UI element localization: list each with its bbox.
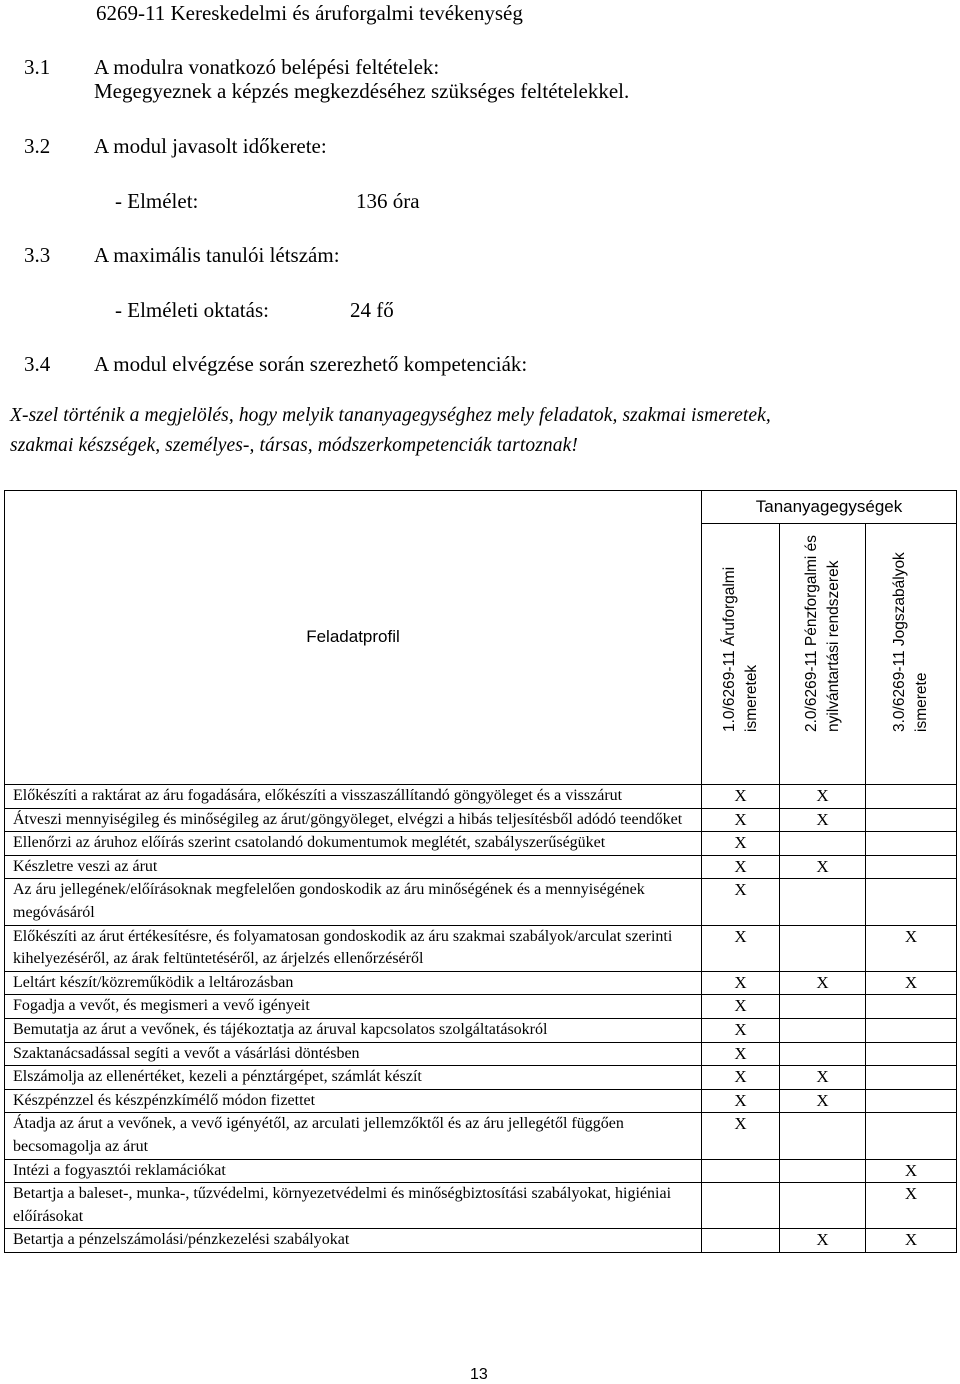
mark-cell-unit-2: [780, 971, 866, 995]
mark-cell-unit-3: [866, 1229, 957, 1253]
unit-header-1: [702, 524, 780, 785]
section-title: A modulra vonatkozó belépési feltételek:: [94, 55, 440, 79]
section-number: 3.4: [24, 352, 51, 376]
table-row: [5, 995, 957, 1019]
x-mark: X: [734, 1019, 747, 1039]
x-mark: X: [816, 972, 829, 992]
task-cell: Előkészíti a raktárat az áru fogadására, előkészíti a visszaszállítandó göngyöleget és a visszárut: [5, 785, 702, 809]
mark-cell-unit-3: [866, 1183, 957, 1229]
headcount-label: - Elméleti oktatás:: [115, 298, 269, 322]
mark-cell-unit-2: [780, 1042, 866, 1066]
task-cell: Elszámolja az ellenértéket, kezeli a pénztárgépet, számlát készít: [5, 1066, 702, 1090]
x-mark: X: [734, 926, 747, 946]
unit-header-line: 3.0/6269-11 Jogszabályok: [891, 552, 908, 732]
section-3-1: [24, 55, 924, 81]
task-cell: Betartja a pénzelszámolási/pénzkezelési szabályokat: [5, 1229, 702, 1253]
mark-cell-unit-3: [866, 971, 957, 995]
feladatprofil-header: Feladatprofil: [5, 491, 702, 785]
section-number: 3.3: [24, 243, 51, 267]
section-number: 3.1: [24, 55, 51, 79]
table-row: [5, 1113, 957, 1159]
x-mark: X: [734, 996, 747, 1016]
table-row: [5, 1183, 957, 1229]
mark-cell-unit-1: [702, 1089, 780, 1113]
mark-cell-unit-3: [866, 1113, 957, 1159]
intro-line-1: X-szel történik a megjelölés, hogy melyik tananyagegységhez mely feladatok, szakmai ismeretek,: [10, 405, 771, 426]
time-label: - Elmélet:: [115, 189, 199, 213]
task-cell: Ellenőrzi az áruhoz előírás szerint csatolandó dokumentumok meglétét, szabályszerűségüket: [5, 832, 702, 856]
table-row: [5, 1229, 957, 1253]
x-mark: X: [904, 1184, 918, 1204]
section-3-4: [24, 352, 924, 378]
mark-cell-unit-2: [780, 855, 866, 879]
table-row: [5, 879, 957, 925]
x-mark: X: [734, 1067, 747, 1087]
x-mark: X: [904, 926, 918, 946]
mark-cell-unit-1: [702, 1229, 780, 1253]
section-3-3: [24, 243, 924, 269]
x-mark: X: [734, 972, 747, 992]
mark-cell-unit-2: [780, 1229, 866, 1253]
unit-header-3: [866, 524, 957, 785]
intro-line-2: szakmai készségek, személyes-, társas, módszerkompetenciák tartoznak!: [10, 435, 578, 456]
mark-cell-unit-3: [866, 1018, 957, 1042]
table-row: [5, 925, 957, 971]
task-cell: Előkészíti az árut értékesítésre, és folyamatosan gondoskodik az áru szakmai szabályok/arculat szerinti kihelyezéséről, az árak feltüntetéséről, az árjelzés ellenőrzéséről: [5, 925, 702, 971]
mark-cell-unit-3: [866, 1066, 957, 1090]
table-row: [5, 832, 957, 856]
unit-header-line: 2.0/6269-11 Pénzforgalmi és: [802, 534, 820, 732]
task-cell: Leltárt készít/közreműködik a leltározásban: [5, 971, 702, 995]
task-cell: Átveszi mennyiségileg és minőségileg az árut/göngyöleget, elvégzi a hibás teljesítésből adódó teendőket: [5, 808, 702, 832]
section-title: A modul elvégzése során szerezhető kompetenciák:: [94, 352, 528, 376]
mark-cell-unit-3: [866, 808, 957, 832]
section-3-2: [24, 134, 924, 160]
mark-cell-unit-1: [702, 785, 780, 809]
mark-cell-unit-3: [866, 879, 957, 925]
x-mark: X: [904, 1160, 918, 1180]
task-cell: Átadja az árut a vevőnek, a vevő igényétől, az arculati jellemzőktől és az áru jellegétől függően becsomagolja az árut: [5, 1113, 702, 1159]
mark-cell-unit-3: [866, 1159, 957, 1183]
mark-cell-unit-1: [702, 925, 780, 971]
x-mark: X: [734, 1090, 747, 1110]
headcount-value: 24 fő: [350, 298, 394, 322]
section-title: A maximális tanulói létszám:: [94, 243, 340, 267]
mark-cell-unit-3: [866, 1042, 957, 1066]
mark-cell-unit-3: [866, 855, 957, 879]
mark-cell-unit-2: [780, 1159, 866, 1183]
table-row: [5, 808, 957, 832]
x-mark: X: [904, 972, 918, 992]
x-mark: X: [816, 809, 829, 829]
x-mark: X: [734, 1114, 747, 1134]
table-row: [5, 785, 957, 809]
mark-cell-unit-1: [702, 1159, 780, 1183]
task-cell: Az áru jellegének/előírásoknak megfelelően gondoskodik az áru minőségének és a mennyiségének megóvásáról: [5, 879, 702, 925]
mark-cell-unit-2: [780, 925, 866, 971]
mark-cell-unit-3: [866, 1089, 957, 1113]
task-cell: Készpénzzel és készpénzkímélő módon fizettet: [5, 1089, 702, 1113]
mark-cell-unit-3: [866, 925, 957, 971]
x-mark: X: [816, 1090, 829, 1110]
x-mark: X: [734, 1043, 747, 1063]
task-cell: Intézi a fogyasztói reklamációkat: [5, 1159, 702, 1183]
x-mark: X: [734, 833, 747, 853]
x-mark: X: [816, 1230, 829, 1250]
table-row: [5, 1066, 957, 1090]
mark-cell-unit-2: [780, 1183, 866, 1229]
table-row: [5, 1159, 957, 1183]
task-cell: Fogadja a vevőt, és megismeri a vevő igényeit: [5, 995, 702, 1019]
mark-cell-unit-2: [780, 832, 866, 856]
task-cell: Szaktanácsadással segíti a vevőt a vásárlási döntésben: [5, 1042, 702, 1066]
mark-cell-unit-2: [780, 1066, 866, 1090]
mark-cell-unit-2: [780, 808, 866, 832]
mark-cell-unit-1: [702, 832, 780, 856]
mark-cell-unit-1: [702, 1042, 780, 1066]
mark-cell-unit-1: [702, 995, 780, 1019]
x-mark: X: [734, 880, 747, 900]
mark-cell-unit-3: [866, 832, 957, 856]
tananyagegysegek-header: Tananyagegységek: [702, 491, 957, 524]
mark-cell-unit-2: [780, 1018, 866, 1042]
mark-cell-unit-1: [702, 808, 780, 832]
task-cell: Készletre veszi az árut: [5, 855, 702, 879]
table-row: [5, 1089, 957, 1113]
mark-cell-unit-1: [702, 879, 780, 925]
mark-cell-unit-2: [780, 995, 866, 1019]
x-mark: X: [816, 1067, 829, 1087]
task-cell: Betartja a baleset-, munka-, tűzvédelmi, környezetvédelmi és minőségbiztosítási szabályokat, higiéniai előírásokat: [5, 1183, 702, 1229]
mark-cell-unit-2: [780, 1113, 866, 1159]
task-rows: [5, 785, 957, 1253]
table-row: [5, 855, 957, 879]
mark-cell-unit-1: [702, 855, 780, 879]
section-number: 3.2: [24, 134, 51, 158]
x-mark: X: [904, 1230, 918, 1250]
mark-cell-unit-1: [702, 1066, 780, 1090]
task-cell: Bemutatja az árut a vevőnek, és tájékoztatja az áruval kapcsolatos szolgáltatásokról: [5, 1018, 702, 1042]
mark-cell-unit-1: [702, 1113, 780, 1159]
table-row: [5, 971, 957, 995]
x-mark: X: [734, 856, 747, 876]
section-title: A modul javasolt időkerete:: [94, 134, 327, 158]
x-mark: X: [816, 786, 829, 805]
mark-cell-unit-2: [780, 1089, 866, 1113]
time-value: 136 óra: [356, 189, 420, 213]
x-mark: X: [734, 786, 747, 805]
mark-cell-unit-1: [702, 971, 780, 995]
entry-conditions-text: Megegyeznek a képzés megkezdéséhez szükséges feltételekkel.: [94, 79, 630, 103]
x-mark: X: [734, 809, 747, 829]
competency-table: [4, 490, 957, 1253]
unit-header-line: 1.0/6269-11 Áruforgalmi: [720, 566, 738, 732]
x-mark: X: [816, 856, 829, 876]
mark-cell-unit-1: [702, 1018, 780, 1042]
table-row: [5, 1018, 957, 1042]
unit-header-2: [780, 524, 866, 785]
mark-cell-unit-2: [780, 879, 866, 925]
unit-header-line: ismeretek: [742, 664, 760, 732]
page-number: 13: [470, 1366, 488, 1383]
table-row: [5, 1042, 957, 1066]
unit-header-line: nyilvántartási rendszerek: [824, 560, 842, 732]
mark-cell-unit-1: [702, 1183, 780, 1229]
mark-cell-unit-3: [866, 785, 957, 809]
page-header-title: 6269-11 Kereskedelmi és áruforgalmi tevékenység: [96, 1, 523, 25]
unit-header-line: ismerete: [913, 672, 930, 732]
mark-cell-unit-3: [866, 995, 957, 1019]
mark-cell-unit-2: [780, 785, 866, 809]
